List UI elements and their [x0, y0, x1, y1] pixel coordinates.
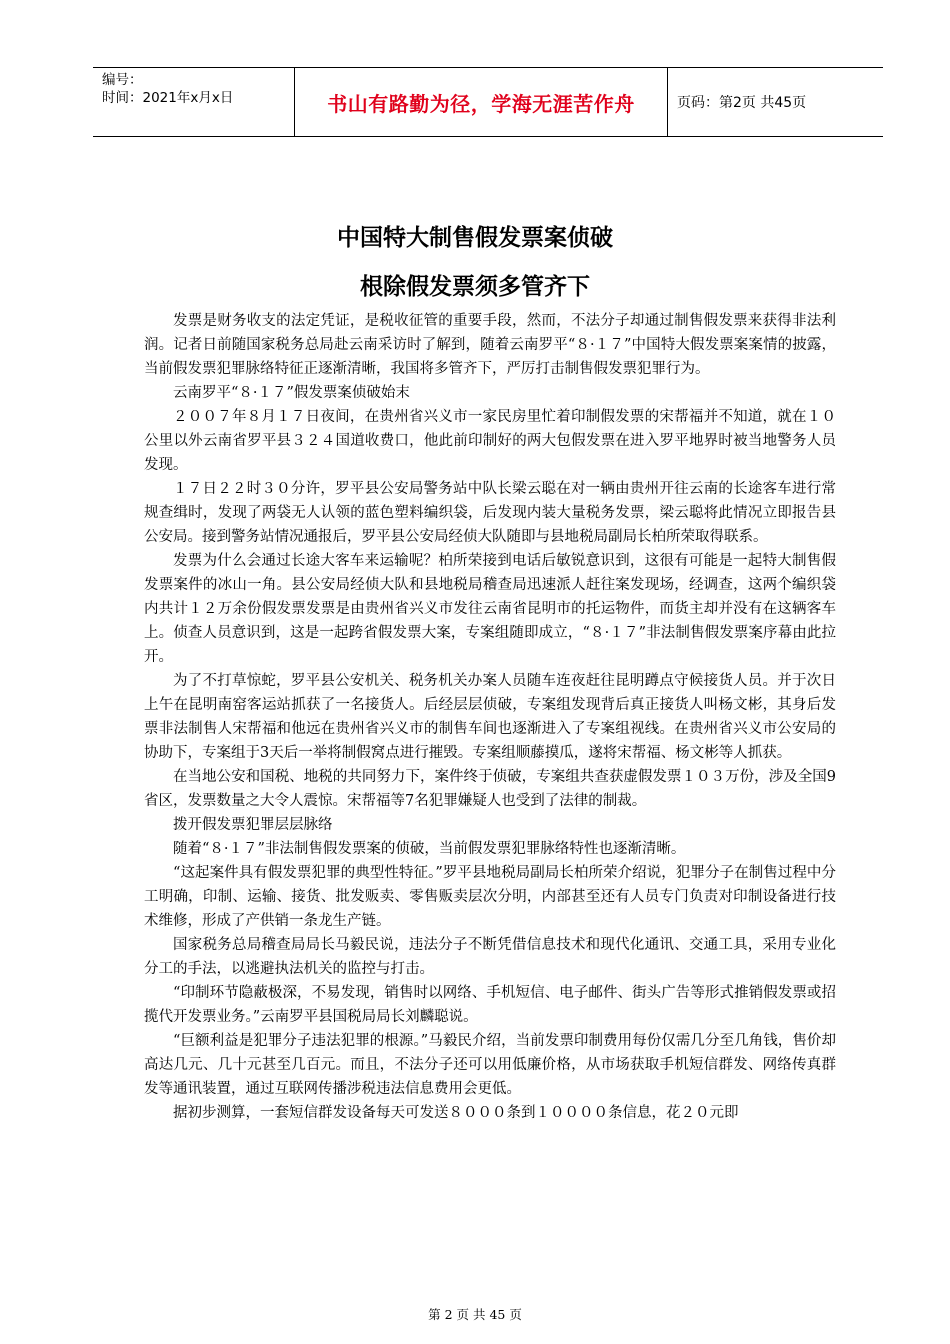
- document-subtitle: 根除假发票须多管齐下: [360, 274, 590, 300]
- document-number-label: 编号：: [102, 72, 143, 88]
- header-meta: [93, 68, 295, 136]
- page-footer: 第 2 页 共 45 页: [428, 1307, 522, 1322]
- paragraph: 为了不打草惊蛇，罗平县公安机关、税务机关办案人员随车连夜赶往昆明蹲点守候接货人员。并于次日上午在昆明南窑客运站抓获了一名接货人。后经层层侦破，专案组发现背后真正接货人叫杨文彬，其身后发票非法制售人宋帮福和他远在贵州省兴义市的制售车间也逐渐进入了专案组视线。在贵州省兴义市公安局的协助下，专案组于3天后一举将制假窝点进行摧毁。专案组顺藤摸瓜，遂将宋帮福、杨文彬等人抓获。: [144, 673, 836, 761]
- article-body: [144, 309, 836, 1125]
- header-motto: 书山有路勤为径，学海无涯苦作舟: [295, 68, 668, 136]
- paragraph: 发票是财务收支的法定凭证，是税收征管的重要手段，然而，不法分子却通过制售假发票来获得非法利润。记者日前随国家税务总局赴云南采访时了解到，随着云南罗平“８·１７”中国特大假发票案案情的披露，当前假发票犯罪脉络特征正逐渐清晰，我国将多管齐下，严厉打击制售假发票犯罪行为。: [144, 313, 836, 377]
- paragraph: “这起案件具有假发票犯罪的典型性特征。”罗平县地税局副局长柏所荣介绍说，犯罪分子在制售过程中分工明确，印制、运输、接货、批发贩卖、零售贩卖层次分明，内部甚至还有人员专门负责对印制设备进行技术维修，形成了产供销一条龙生产链。: [144, 865, 836, 929]
- document-title: 中国特大制售假发票案侦破: [337, 225, 613, 251]
- paragraph: ２００７年８月１７日夜间，在贵州省兴义市一家民房里忙着印制假发票的宋帮福并不知道，就在１０公里以外云南省罗平县３２４国道收费口，他此前印制好的两大包假发票在进入罗平地界时被当地警务人员发现。: [144, 409, 836, 473]
- paragraph: 发票为什么会通过长途大客车来运输呢？柏所荣接到电话后敏锐意识到，这很有可能是一起特大制售假发票案件的冰山一角。县公安局经侦大队和县地税局稽查局迅速派人赶往案发现场，经调查，这两个编织袋内共计１２万余份假发票发票是由贵州省兴义市发往云南省昆明市的托运物件，而货主却并没有在这辆客车上。侦查人员意识到，这是一起跨省假发票大案，专案组随即成立，“８·１７”非法制售假发票案序幕由此拉开。: [144, 553, 836, 665]
- paragraph: １７日２２时３０分许，罗平县公安局警务站中队长梁云聪在对一辆由贵州开往云南的长途客车进行常规查缉时，发现了两袋无人认领的蓝色塑料编织袋，后发现内装大量税务发票，梁云聪将此情况立即报告县公安局。接到警务站情况通报后，罗平县公安局经侦大队随即与县地税局副局长柏所荣取得联系。: [144, 481, 836, 545]
- paragraph: 在当地公安和国税、地税的共同努力下，案件终于侦破，专案组共查获虚假发票１０３万份，涉及全国9省区，发票数量之大令人震惊。宋帮福等7名犯罪嫌疑人也受到了法律的制裁。: [144, 769, 836, 809]
- paragraph: 随着“８·１７”非法制售假发票案的侦破，当前假发票犯罪脉络特性也逐渐清晰。: [173, 841, 686, 857]
- paragraph: “巨额利益是犯罪分子违法犯罪的根源。”马毅民介绍，当前发票印制费用每份仅需几分至几角钱，售价却高达几元、几十元甚至几百元。而且，不法分子还可以用低廉价格，从市场获取手机短信群发、网络传真群发等通讯装置，通过互联网传播涉税违法信息费用会更低。: [144, 1033, 836, 1097]
- section-heading: 拨开假发票犯罪层层脉络: [173, 817, 333, 833]
- paragraph: 国家税务总局稽查局局长马毅民说，违法分子不断凭借信息技术和现代化通讯、交通工具，采用专业化分工的手法，以逃避执法机关的监控与打击。: [144, 937, 836, 977]
- section-heading: 云南罗平“８·１７”假发票案侦破始末: [173, 385, 410, 401]
- paragraph: 据初步测算，一套短信群发设备每天可发送８０００条到１００００条信息，花２０元即: [173, 1105, 739, 1121]
- header-page-info: 页码：第2页 共45页: [677, 95, 807, 111]
- page-header: [93, 67, 883, 137]
- paragraph: “印制环节隐蔽极深，不易发现，销售时以网络、手机短信、电子邮件、街头广告等形式推销假发票或招揽代开发票业务。”云南罗平县国税局局长刘麟聪说。: [144, 985, 836, 1025]
- document-time-label: 时间：2021年x月x日: [102, 90, 234, 106]
